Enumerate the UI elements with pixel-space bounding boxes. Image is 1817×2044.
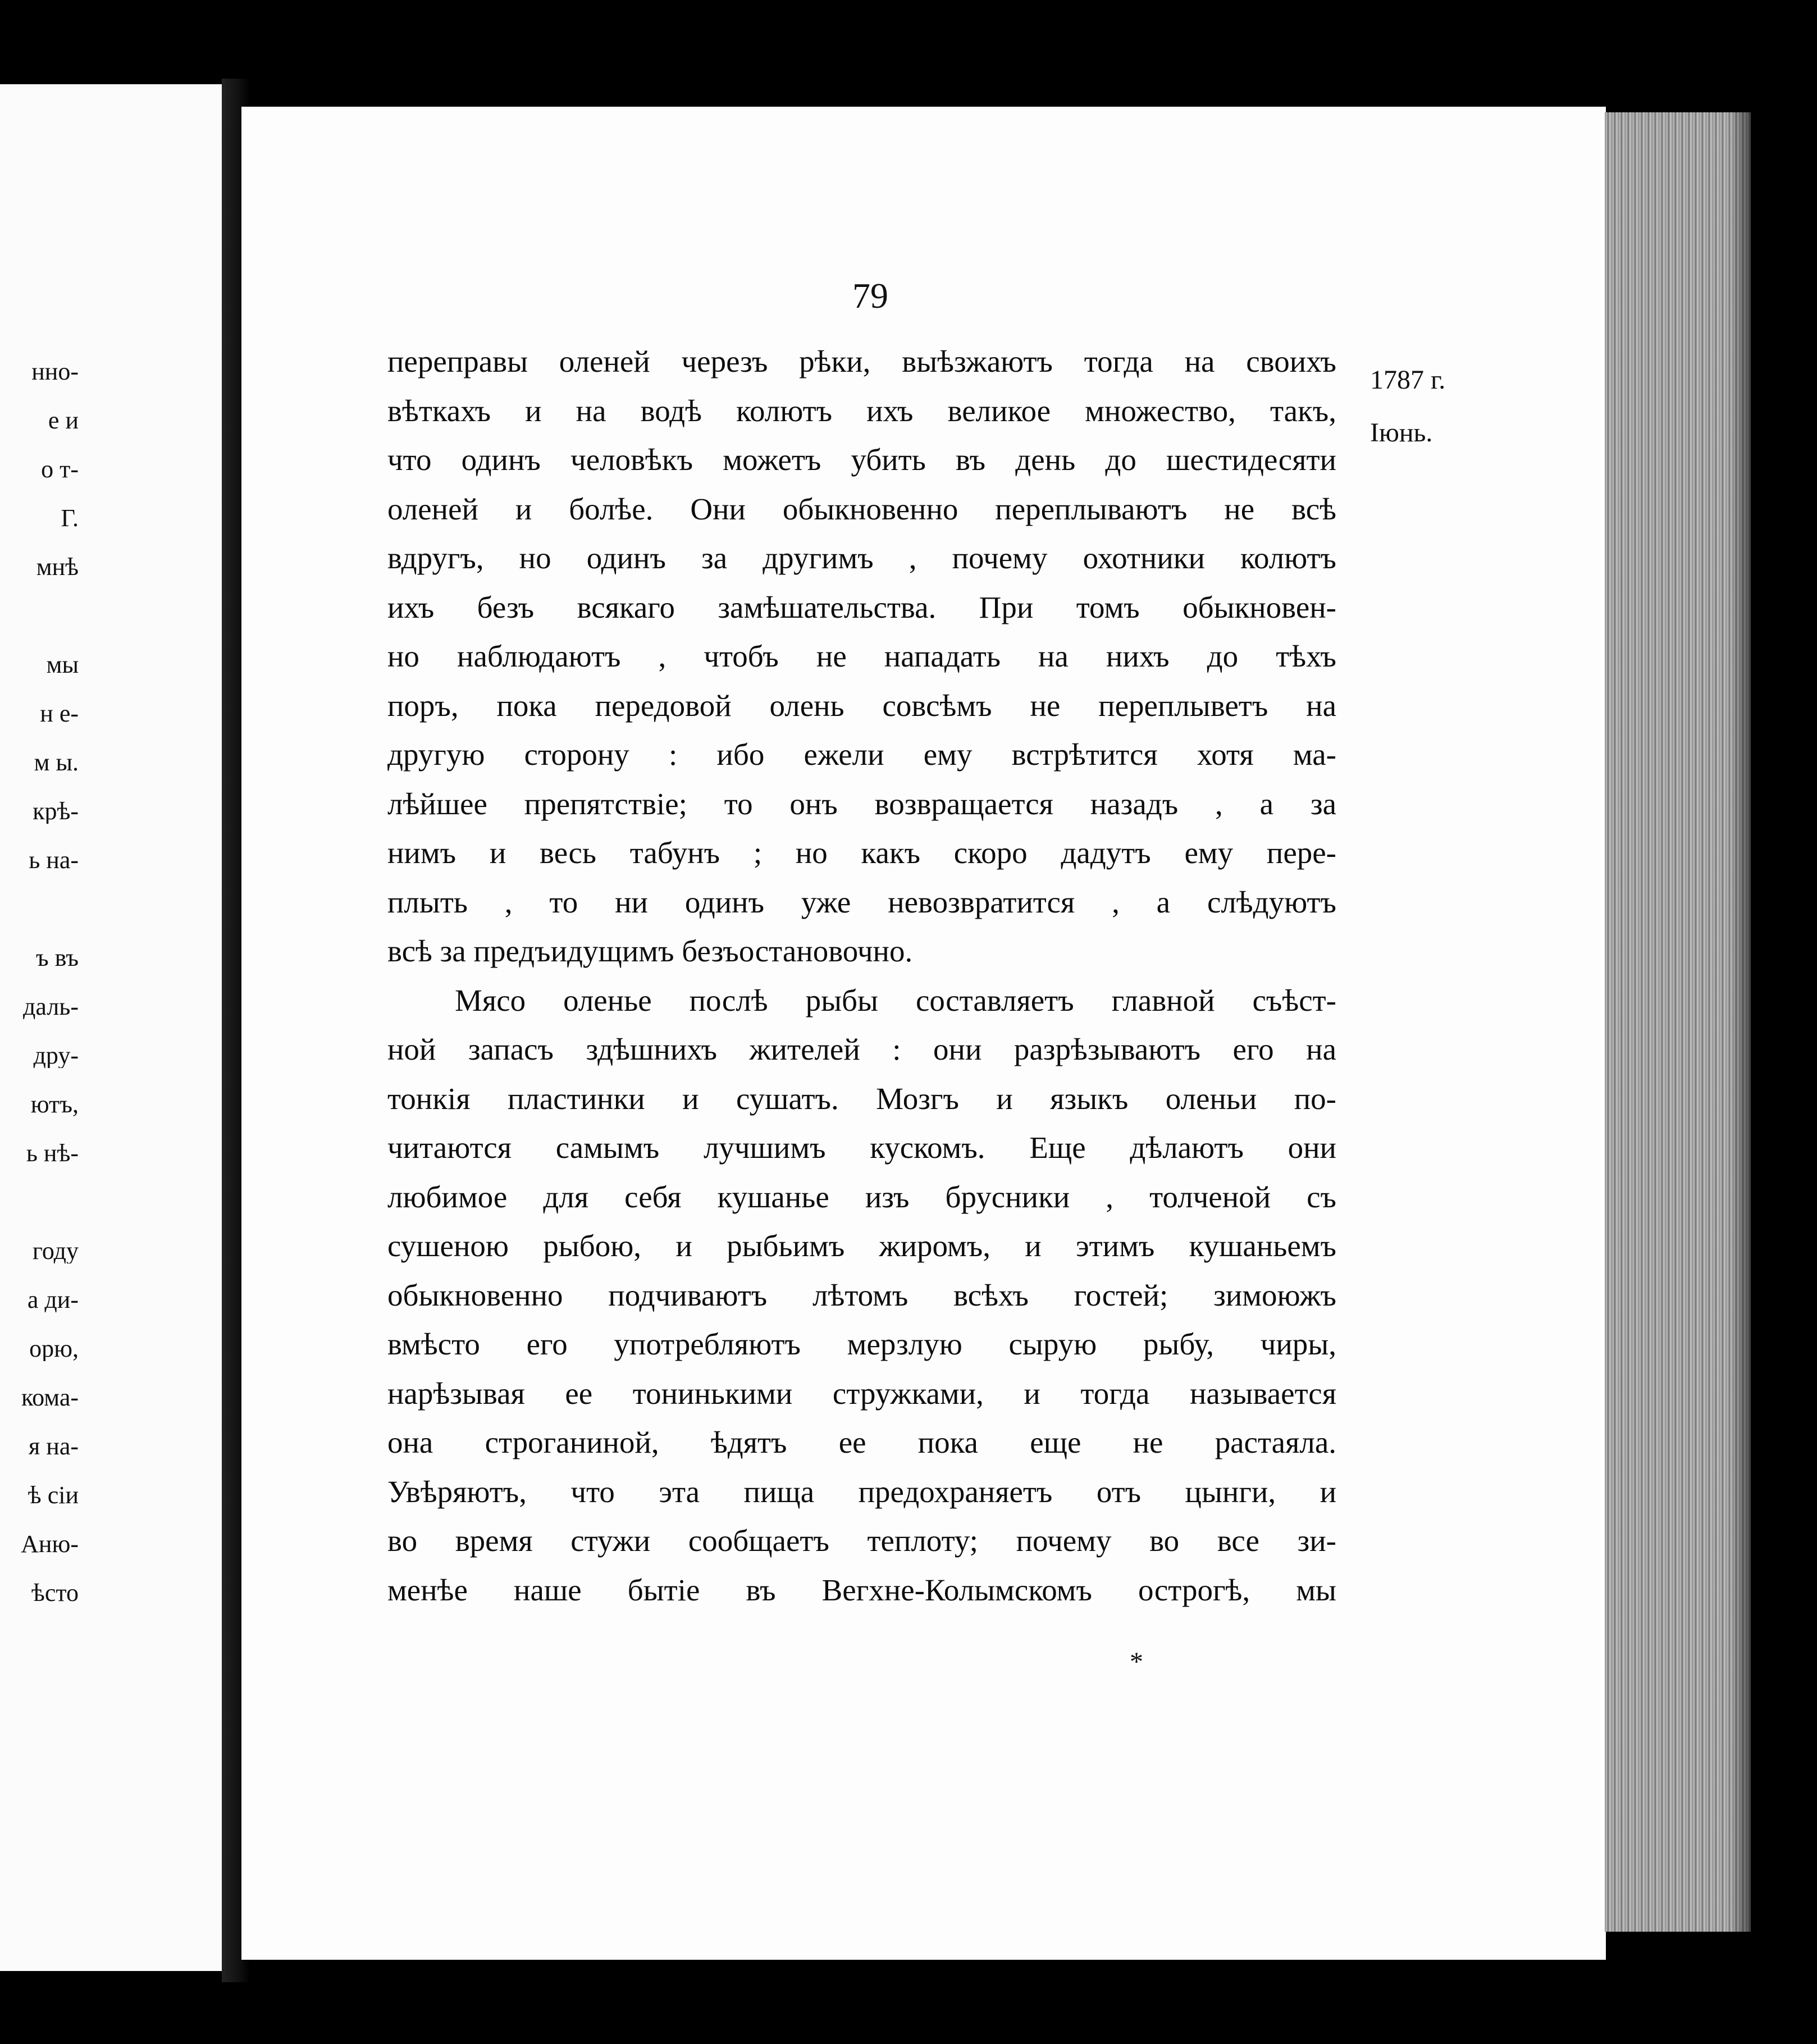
left-page-fragment: ѣ сіи <box>28 1483 79 1508</box>
text-line: оленей и болѣе. Они обыкновенно переплываютъ не всѣ <box>387 491 1336 526</box>
marginal-month: Іюнь. <box>1370 418 1433 448</box>
text-line: плыть , то ни одинъ уже невозвратится , а слѣдуютъ <box>387 884 1336 919</box>
left-page-fragment: Аню- <box>21 1532 79 1557</box>
left-page-fragment: ъ въ <box>35 946 79 970</box>
left-page-fragment: о т- <box>41 457 79 482</box>
text-line: но наблюдаютъ , чтобъ не нападать на нихъ до тѣхъ <box>387 639 1336 673</box>
text-line: другую сторону : ибо ежели ему встрѣтится хотя ма- <box>387 737 1336 772</box>
paragraph-2 <box>387 976 1336 1615</box>
left-page-fragment: я на- <box>29 1434 79 1459</box>
text-line: ихъ безъ всякаго замѣшательства. При томъ обыкновен- <box>387 590 1336 624</box>
text-line: менѣе наше бытіе въ Вегхне-Колымскомъ острогѣ, мы <box>387 1572 1336 1607</box>
left-page-fragment: нно- <box>31 359 79 384</box>
text-line: любимое для себя кушанье изъ брусники , толченой съ <box>387 1179 1336 1214</box>
left-page-fragment: мнѣ <box>36 555 79 580</box>
left-page-fragment: году <box>32 1239 79 1263</box>
signature-mark: * <box>1130 1647 1143 1677</box>
text-line: вмѣсто его употребляютъ мерзлую сырую рыбу, чиры, <box>387 1327 1336 1361</box>
left-page-fragment: ѣсто <box>31 1581 79 1605</box>
text-line: Увѣряютъ, что эта пища предохраняетъ отъ цынги, и <box>387 1474 1336 1509</box>
left-page-fragment: Г. <box>61 506 79 531</box>
left-page-fragment: м ы. <box>34 750 79 775</box>
left-page-fragment: даль- <box>23 994 79 1019</box>
left-page-fragment: ютъ, <box>30 1092 79 1117</box>
marginal-note <box>1370 354 1445 459</box>
left-page-fragment: дру- <box>33 1043 79 1068</box>
text-line: сушеною рыбою, и рыбьимъ жиромъ, и этимъ кушаньемъ <box>387 1229 1336 1263</box>
left-page-fragment: ь на- <box>29 848 79 873</box>
text-line: нарѣзывая ее тонинькими стружками, и тогда называется <box>387 1376 1336 1411</box>
text-line: обыкновенно подчиваютъ лѣтомъ всѣхъ гостей; зимоюжъ <box>387 1278 1336 1312</box>
page-edges <box>1605 112 1751 1932</box>
left-page-fragment: н е- <box>40 701 79 726</box>
text-line: что одинъ человѣкъ можетъ убить въ день до шестидесяти <box>387 442 1336 477</box>
text-line: лѣйшее препятствіе; то онъ возвращается назадъ , а за <box>387 786 1336 821</box>
text-line: Мясо оленье послѣ рыбы составляетъ главной съѣст- <box>455 983 1336 1018</box>
text-line: тонкія пластинки и сушатъ. Мозгъ и языкъ оленьи по- <box>387 1081 1336 1116</box>
paragraph-1 <box>387 337 1336 976</box>
left-page-fragment: кома- <box>21 1385 79 1410</box>
body-text <box>387 337 1336 1614</box>
text-line: поръ, пока передовой олень совсѣмъ не переплыветъ на <box>387 688 1336 723</box>
text-line: вѣткахъ и на водѣ колютъ ихъ великое множество, такъ, <box>387 393 1336 428</box>
left-page-fragment: орю, <box>29 1336 79 1361</box>
left-page-fragment: мы <box>46 653 79 677</box>
text-line: она строганиной, ѣдятъ ее пока еще не растаяла. <box>387 1425 1336 1459</box>
text-line: читаются самымъ лучшимъ кускомъ. Еще дѣлаютъ они <box>387 1130 1336 1165</box>
page-edges-shadow <box>1729 112 1763 1932</box>
text-line: во время стужи сообщаетъ теплоту; почему во все зи- <box>387 1523 1336 1558</box>
text-line: нимъ и весь табунъ ; но какъ скоро дадутъ ему пере- <box>387 836 1336 870</box>
text-line: всѣ за предъидущимъ безъостановочно. <box>387 934 913 968</box>
page-number: 79 <box>852 276 888 316</box>
text-line: вдругъ, но одинъ за другимъ , почему охотники колютъ <box>387 541 1336 575</box>
text-line: ной запасъ здѣшнихъ жителей : они разрѣзываютъ его на <box>387 1032 1336 1066</box>
marginal-year: 1787 г. <box>1370 365 1446 395</box>
left-page-fragment: е и <box>48 408 79 433</box>
left-page-fragment: а ди- <box>27 1288 79 1312</box>
text-line: переправы оленей черезъ рѣки, выѣзжаютъ тогда на своихъ <box>387 344 1336 378</box>
left-page-fragment: ь нѣ- <box>26 1141 79 1166</box>
left-page-fragment: крѣ- <box>33 799 79 824</box>
